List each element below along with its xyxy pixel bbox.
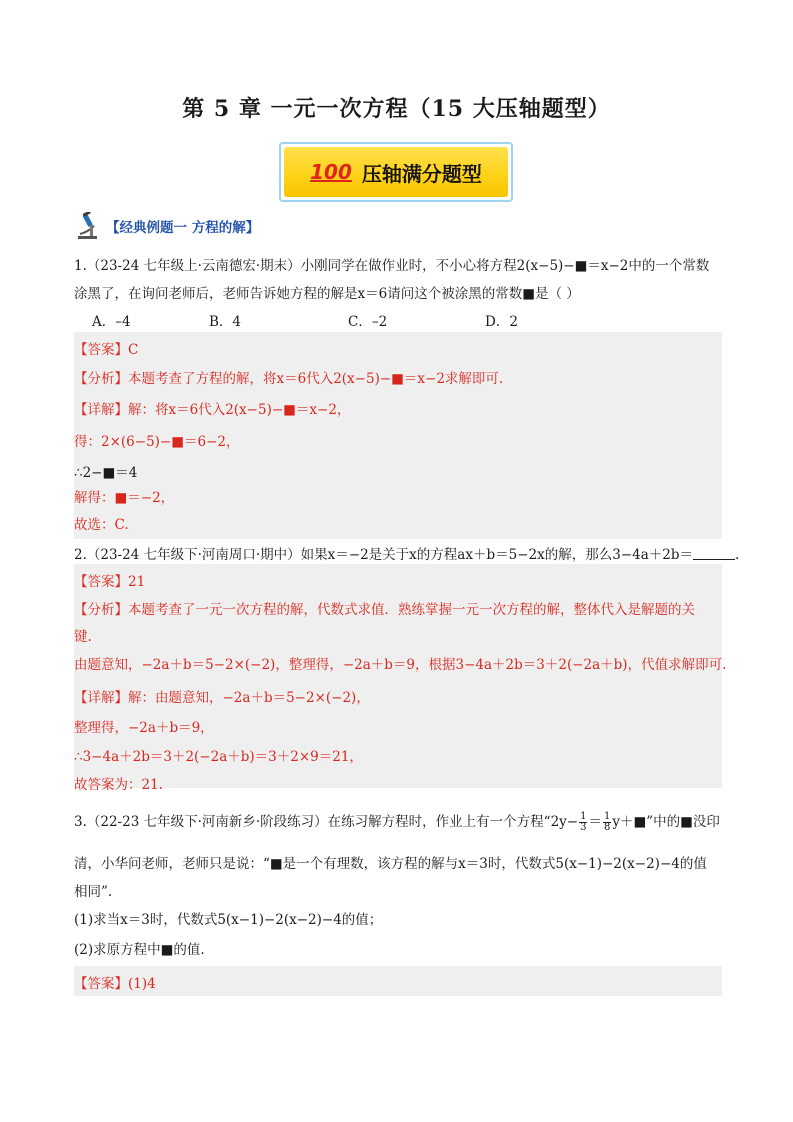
q1-analysis <box>74 367 503 387</box>
q1-option-a: A．–4 <box>92 314 131 330</box>
analysis-tag: 【分析】 <box>74 602 128 618</box>
q1-detail <box>74 398 350 418</box>
fraction-1-3: $\frac{1}{3}$ <box>580 811 587 833</box>
q3-part2: (2)求原方程中■的值. <box>74 942 205 958</box>
q2-step2: ∴3−4a＋2b＝3＋2(−2a＋b)＝3＋2×9＝21， <box>74 749 363 765</box>
answer-blank <box>693 547 735 560</box>
banner <box>279 142 513 202</box>
analysis-text: 本题考查了方程的解，将x＝6代入2(x−5)−■＝x−2求解即可. <box>128 371 504 387</box>
detail-text: 解：由题意知，−2a＋b＝5−2×(−2)， <box>128 690 370 706</box>
step3-value: ■＝−2， <box>114 490 175 506</box>
banner-inner <box>284 147 508 197</box>
analysis-tag: 【分析】 <box>74 371 128 387</box>
section-header <box>74 210 259 242</box>
answer-value: C <box>128 342 139 358</box>
q3-stem-line1 <box>74 810 720 833</box>
q3-solution-box <box>74 966 722 996</box>
hundred-points-icon: 100 <box>310 160 352 184</box>
fraction-1-8: $\frac{1}{8}$ <box>603 811 611 833</box>
document-title: 第 5 章 一元一次方程（15 大压轴题型） <box>182 96 611 122</box>
q1-option-d: D．2 <box>485 314 518 330</box>
detail-tag: 【详解】 <box>74 402 128 418</box>
section-label: 【经典例题一 方程的解】 <box>106 220 260 236</box>
q2-analysis-line1 <box>74 598 695 618</box>
q3-stem-part-b: ＝ <box>588 814 602 830</box>
q3-part1: (1)求当x＝3时，代数式5(x−1)−2(x−2)−4的值； <box>74 912 383 928</box>
document-body <box>74 246 740 1006</box>
detail-text: 解：将x＝6代入2(x−5)−■＝x−2， <box>128 402 351 418</box>
q1-option-c: C．–2 <box>348 314 388 330</box>
q3-stem-line2: 清，小华问老师，老师只是说：“■是一个有理数，该方程的解与x＝3时，代数式5(x−1)−2(x−2)−4的值 <box>74 856 707 872</box>
q2-answer <box>74 570 145 590</box>
q3-stem-line3: 相同”. <box>74 884 113 900</box>
q2-analysis-line2: 键. <box>74 629 92 645</box>
detail-tag: 【详解】 <box>74 690 128 706</box>
q1-stem-line2: 涂黑了，在询问老师后，老师告诉她方程的解是x＝6请问这个被涂黑的常数■是（ ） <box>74 286 580 302</box>
q1-step2: ∴2−■＝4 <box>74 465 138 481</box>
q1-step1: 得：2×(6−5)−■＝6−2， <box>74 434 240 450</box>
q1-stem-line1: 1.（23-24 七年级上·云南德宏·期末）小刚同学在做作业时，不小心将方程2(x−5)−■＝x−2中的一个常数 <box>74 258 710 274</box>
q2-stem-text: 2.（23-24 七年级下·河南周口·期中）如果x＝−2是关于x的方程ax＋b＝5−2x的解，那么3−4a＋2b＝ <box>74 547 693 563</box>
q3-answer <box>74 972 156 992</box>
q2-detail <box>74 686 370 706</box>
answer-value: (1)4 <box>128 976 156 992</box>
answer-tag: 【答案】 <box>74 342 128 358</box>
q1-answer <box>74 338 138 358</box>
q2-analysis-line3: 由题意知，−2a＋b＝5−2×(−2)，整理得，−2a＋b＝9，根据3−4a＋2b＝3＋2(−2a＋b)，代值求解即可. <box>74 657 727 673</box>
q2-stem: 2.（23-24 七年级下·河南周口·期中）如果x＝−2是关于x的方程ax＋b＝5−2x的解，那么3−4a＋2b＝ . <box>74 547 740 563</box>
q1-option-b: B．4 <box>209 314 242 330</box>
banner-text: 压轴满分题型 <box>361 161 482 186</box>
q3-stem-part-c: y＋■”中的■没印 <box>612 814 720 830</box>
q2-step1: 整理得，−2a＋b＝9， <box>74 720 214 736</box>
microscope-icon <box>74 212 100 240</box>
q2-final: 故答案为：21. <box>74 777 163 793</box>
q1-final: 故选：C. <box>74 517 129 533</box>
q1-step3 <box>74 486 174 506</box>
answer-value: 21 <box>128 574 146 590</box>
answer-tag: 【答案】 <box>74 574 128 590</box>
analysis-text: 本题考查了一元一次方程的解，代数式求值．熟练掌握一元一次方程的解，整体代入是解题的关 <box>128 602 695 618</box>
q3-stem-part-a: 3.（22-23 七年级下·河南新乡·阶段练习）在练习解方程时，作业上有一个方程“2y− <box>74 814 579 830</box>
step3-prefix: 解得： <box>74 490 115 506</box>
answer-tag: 【答案】 <box>74 976 128 992</box>
